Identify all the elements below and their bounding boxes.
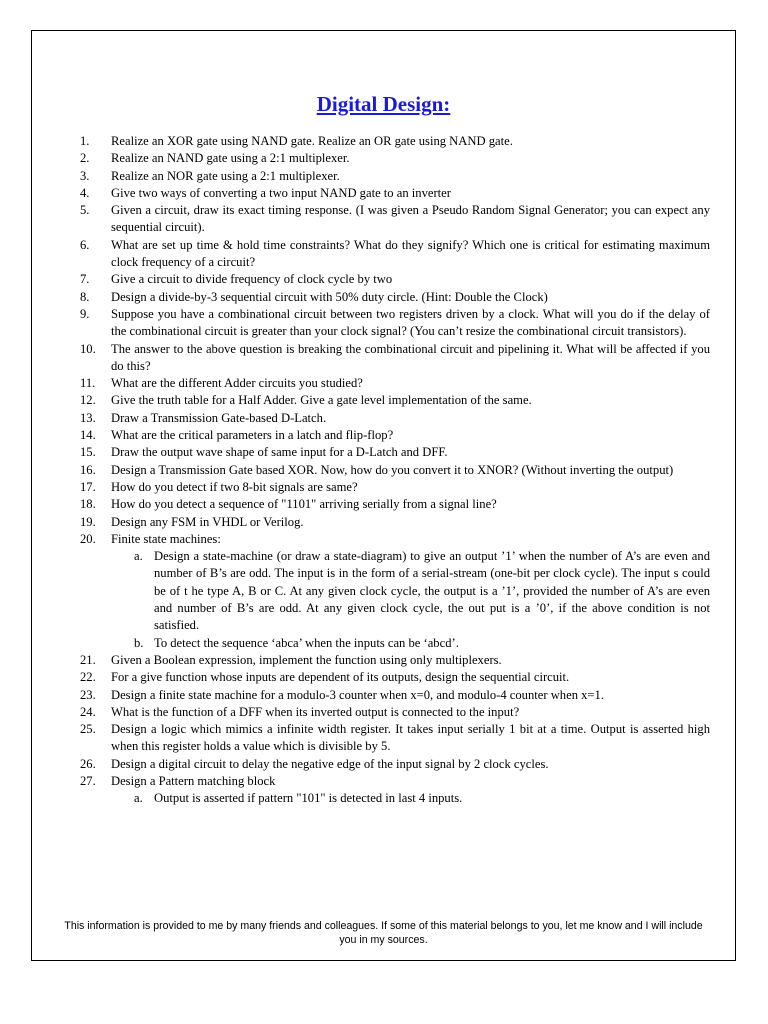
item-text: How do you detect if two 8-bit signals are same? [111, 479, 358, 494]
item-number: 2. [80, 151, 90, 166]
item-number: 15. [80, 445, 96, 460]
item-text: Give the truth table for a Half Adder. Give a gate level implementation of the same. [111, 393, 532, 408]
question-item [78, 704, 710, 721]
question-item [78, 427, 710, 444]
item-text: What are the different Adder circuits you studied? [111, 376, 363, 391]
item-number: 16. [80, 462, 96, 477]
footer-note: This information is provided to me by many friends and colleagues. If some of this material belongs to you, let me know and I will include you in my sources. [64, 920, 703, 946]
item-text: Given a Boolean expression, implement the function using only multiplexers. [111, 652, 502, 667]
item-number: 21. [80, 652, 96, 667]
question-item [78, 687, 710, 704]
sub-question-item [78, 790, 710, 807]
item-text: Design a state-machine (or draw a state-diagram) to give an output ’1’ when the number of A’s are even and number of B’s are odd. The input is in the form of a serial-stream (one-bit per clock cycle). The input s could be of t he type A, B or C. At any given clock cycle, the output is a ’1’, provided the number of A’s are even and number of B’s are odd. At any given clock cycle, the out put is a ’0’, if the above condition is not satisfied. [154, 549, 710, 633]
question-item [78, 168, 710, 185]
question-item [78, 652, 710, 669]
item-text: Draw the output wave shape of same input for a D-Latch and DFF. [111, 445, 448, 460]
item-number: a. [134, 791, 143, 806]
question-item [78, 444, 710, 461]
item-number: 13. [80, 410, 96, 425]
item-number: 22. [80, 670, 96, 685]
question-item [78, 271, 710, 288]
question-item [78, 756, 710, 773]
item-number: 11. [80, 376, 96, 391]
item-number: 5. [80, 203, 90, 218]
item-number: 9. [80, 306, 90, 321]
item-number: 26. [80, 756, 96, 771]
item-text: Give two ways of converting a two input NAND gate to an inverter [111, 185, 451, 200]
question-item [78, 133, 710, 150]
question-item [78, 721, 710, 756]
item-text: Realize an NOR gate using a 2:1 multiplexer. [111, 168, 340, 183]
item-text: Design a Transmission Gate based XOR. Now, how do you convert it to XNOR? (Without inverting the output) [111, 462, 674, 477]
question-item [78, 462, 710, 479]
item-text: What is the function of a DFF when its inverted output is connected to the input? [111, 704, 520, 719]
question-item [78, 669, 710, 686]
item-number: 18. [80, 497, 96, 512]
item-text: Output is asserted if pattern "101" is detected in last 4 inputs. [154, 791, 463, 806]
item-text: Design a finite state machine for a modulo-3 counter when x=0, and modulo-4 counter when x=1. [111, 687, 604, 702]
item-number: 3. [80, 168, 90, 183]
item-text: Design a logic which mimics a infinite width register. It takes input serially 1 bit at a time. Output is asserted high when this register holds a value which is divisible by 5. [111, 722, 710, 754]
item-number: 4. [80, 185, 90, 200]
question-item [78, 341, 710, 376]
item-number: 10. [80, 341, 96, 356]
item-number: 12. [80, 393, 96, 408]
item-text: Design any FSM in VHDL or Verilog. [111, 514, 304, 529]
item-number: 7. [80, 272, 90, 287]
item-number: 17. [80, 479, 96, 494]
question-item [78, 150, 710, 167]
question-item [78, 496, 710, 513]
page-title: Digital Design: [316, 92, 451, 116]
item-text: Given a circuit, draw its exact timing response. (I was given a Pseudo Random Signal Generator; you can expect any sequential circuit). [111, 203, 710, 235]
item-number: 14. [80, 428, 96, 443]
sub-question-item [78, 548, 710, 634]
question-item [78, 289, 710, 306]
question-item [78, 479, 710, 496]
sub-question-item [78, 635, 710, 652]
item-number: 6. [80, 237, 90, 252]
item-number: 19. [80, 514, 96, 529]
item-number: b. [134, 635, 144, 650]
question-item [78, 202, 710, 237]
item-text: To detect the sequence ‘abca’ when the inputs can be ‘abcd’. [154, 635, 459, 650]
bottom-rule [31, 960, 736, 961]
question-item [78, 306, 710, 341]
item-number: 24. [80, 704, 96, 719]
item-text: Give a circuit to divide frequency of clock cycle by two [111, 272, 393, 287]
item-text: What are set up time & hold time constraints? What do they signify? Which one is critical for estimating maximum clock frequency of a circuit? [111, 237, 710, 270]
item-number: a. [134, 549, 143, 564]
question-item [78, 531, 710, 548]
item-text: Design a Pattern matching block [111, 773, 276, 788]
item-text: Design a digital circuit to delay the negative edge of the input signal by 2 clock cycles. [111, 756, 549, 771]
item-text: Realize an XOR gate using NAND gate. Realize an OR gate using NAND gate. [111, 134, 513, 148]
question-item [78, 237, 710, 272]
item-number: 25. [80, 722, 96, 737]
item-text: Finite state machines: [111, 531, 221, 546]
item-text: What are the critical parameters in a latch and flip-flop? [111, 428, 394, 443]
item-text: How do you detect a sequence of "1101" arriving serially from a signal line? [111, 497, 497, 512]
question-item [78, 514, 710, 531]
question-item [78, 410, 710, 427]
item-text: For a give function whose inputs are dependent of its outputs, design the sequential circuit. [111, 670, 570, 685]
question-list [78, 133, 710, 808]
item-text: Realize an NAND gate using a 2:1 multiplexer. [111, 151, 350, 166]
item-number: 27. [80, 773, 96, 788]
question-item [78, 392, 710, 409]
question-item [78, 773, 710, 790]
item-text: Draw a Transmission Gate-based D-Latch. [111, 410, 327, 425]
question-item [78, 375, 710, 392]
question-item [78, 185, 710, 202]
item-text: The answer to the above question is breaking the combinational circuit and pipelining it. What will be affected if you do this? [111, 341, 710, 373]
item-number: 8. [80, 289, 90, 304]
item-number: 1. [80, 134, 90, 148]
item-number: 23. [80, 687, 96, 702]
document-page [31, 30, 736, 960]
item-text: Design a divide-by-3 sequential circuit with 50% duty circle. (Hint: Double the Clock) [111, 289, 548, 304]
item-text: Suppose you have a combinational circuit between two registers driven by a clock. What will you do if the delay of the combinational circuit is greater than your clock signal? (You can’t resize the combinational circuit transistors). [111, 306, 710, 339]
item-number: 20. [80, 531, 96, 546]
